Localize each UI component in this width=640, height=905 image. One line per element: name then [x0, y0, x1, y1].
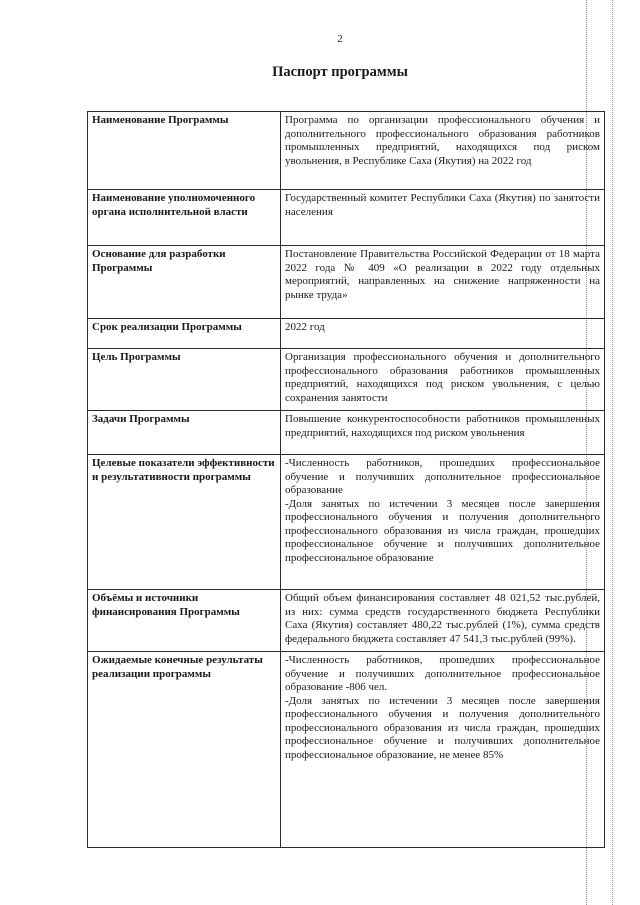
row-label: Наименование Программы [88, 112, 281, 190]
row-value [281, 590, 605, 652]
row-value [281, 455, 605, 590]
row-label: Цель Программы [88, 349, 281, 411]
page-number: 2 [337, 33, 343, 45]
row-value [281, 319, 605, 349]
table-row [88, 455, 605, 590]
row-label: Целевые показатели эффективности и результативности программы [88, 455, 281, 590]
value-paragraph: -Доля занятых по истечении 3 месяцев после завершения профессионального обучения и получения дополнительного профессионального образования из числа граждан, прошедших профессиональное обучение и получивших дополнительное профессиональное образование [285, 497, 600, 564]
table-row [88, 652, 605, 848]
row-value [281, 411, 605, 455]
row-value [281, 652, 605, 848]
table-row [88, 246, 605, 319]
row-value [281, 112, 605, 190]
table-row [88, 190, 605, 246]
table-row [88, 411, 605, 455]
row-label: Срок реализации Программы [88, 319, 281, 349]
row-label: Объёмы и источники финансирования Программы [88, 590, 281, 652]
row-value [281, 190, 605, 246]
page-edge-line [612, 0, 613, 905]
page-title: Паспорт программы [272, 64, 408, 80]
row-label: Наименование уполномоченного органа исполнительной власти [88, 190, 281, 246]
row-label: Ожидаемые конечные результаты реализации программы [88, 652, 281, 848]
value-paragraph: 2022 год [285, 321, 325, 333]
passport-table [87, 111, 605, 848]
value-paragraph: -Численность работников, прошедших профессиональное обучение и получивших дополнительное профессиональное образование -806 чел. [285, 654, 600, 693]
value-paragraph: -Доля занятых по истечении 3 месяцев после завершения профессионального обучения и получения дополнительного профессионального образования из числа граждан, прошедших профессиональное обучение и получивших дополнительное профессиональное образование, не менее 85% [285, 694, 600, 761]
table-row [88, 349, 605, 411]
table-row [88, 112, 605, 190]
value-paragraph: Постановление Правительства Российской Федерации от 18 марта 2022 года № 409 «О реализации в 2022 году отдельных мероприятий, направленных на снижение напряженности на рынке труда» [285, 248, 600, 301]
value-paragraph: Повышение конкурентоспособности работников промышленных предприятий, находящихся под риском увольнения [285, 413, 600, 439]
row-label: Задачи Программы [88, 411, 281, 455]
value-paragraph: Государственный комитет Республики Саха (Якутия) по занятости населения [285, 192, 600, 218]
row-value [281, 349, 605, 411]
table-row [88, 319, 605, 349]
value-paragraph: Общий объем финансирования составляет 48 021,52 тыс.рублей, из них: сумма средств государственного бюджета Республики Саха (Якутия) составляет 480,22 тыс.рублей (1%), сумма средств федерального бюджета составляет 47 541,3 тыс.рублей (99%). [285, 592, 600, 645]
value-paragraph: Программа по организации профессионального обучения и дополнительного профессионального образования работников промышленных предприятий, находящихся под риском увольнения, в Республике Саха (Якутия) на 2022 год [285, 114, 600, 167]
value-paragraph: -Численность работников, прошедших профессиональное обучение и получивших дополнительное профессиональное образование [285, 457, 600, 496]
value-paragraph: Организация профессионального обучения и дополнительного профессионального образования работников промышленных предприятий, находящихся под риском увольнения, с целью сохранения занятости [285, 351, 600, 404]
table-row [88, 590, 605, 652]
row-value [281, 246, 605, 319]
row-label: Основание для разработки Программы [88, 246, 281, 319]
